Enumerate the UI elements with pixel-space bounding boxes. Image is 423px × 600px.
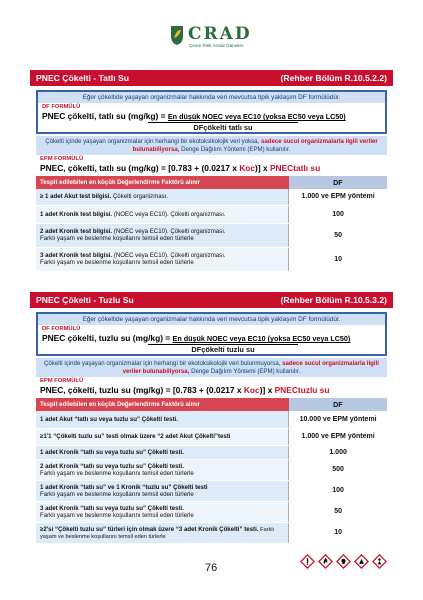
epm-note-highlight: sadece sucul organizmalarla ilgili veriler bulunabiliyorsa, bbox=[132, 138, 378, 153]
row-df-value: 10 bbox=[289, 247, 387, 271]
epm-note-part2: Denge Dağılım Yöntemi (EPM) kullanılır. bbox=[181, 145, 291, 153]
crad-logo bbox=[170, 24, 260, 54]
row-df-value: 50 bbox=[289, 501, 387, 522]
logo-name: CRAD bbox=[188, 24, 252, 44]
table-header-df: DF bbox=[289, 176, 387, 189]
epm-note-part2: Denge Dağılım Yöntemi (EPM) kullanılır. bbox=[191, 367, 301, 375]
row-text-bold: 3 adet Kronik test bilgisi. bbox=[40, 252, 113, 260]
epm-note-highlight: sadece sucul organizmalarla ilgili veriler bulunabiliyorsa, bbox=[122, 360, 379, 375]
epm-formula-box bbox=[36, 377, 387, 396]
df-formula-denominator: DFçökelti tuzlu su bbox=[148, 344, 298, 354]
epm-formula-pnec: PNECtatlı su bbox=[269, 163, 321, 174]
row-text-bold: 1 adet Kronik test bilgisi. bbox=[40, 210, 113, 218]
table-row bbox=[36, 247, 387, 271]
row-text-bold: 1 adet Akut “tatlı su veya tuzlu su” Çökelti testi. bbox=[40, 415, 178, 423]
section-header-saltwater bbox=[30, 292, 393, 308]
epm-formula-koc: Koc bbox=[243, 385, 260, 396]
row-df-value: 1.000 ve EPM yöntemi bbox=[289, 428, 387, 445]
section-panel-freshwater bbox=[30, 88, 393, 272]
table-row bbox=[36, 522, 387, 543]
row-text-line2: Farklı yaşam ve beslenme koşullarını temsil eden türlerle bbox=[40, 469, 194, 477]
df-formula-numerator: En düşük NOEC veya EC10 (yoksa EC50 veya LC50) bbox=[172, 334, 351, 343]
row-text-bold: 2 adet Kronik test bilgisi. bbox=[40, 228, 113, 236]
table-row bbox=[36, 189, 387, 205]
epm-formula-left: PNEC, çökelti, tatlı su (mg/kg) = [0.783 + (0.0217 x bbox=[40, 163, 237, 174]
epm-formula-pnec: PNECtuzlu su bbox=[274, 385, 330, 396]
table-header-label: Tespit edilebilen en küçük Değerlendirme Faktörü alınır bbox=[36, 176, 289, 189]
epm-formula-left: PNEC, çökelti, tuzlu su (mg/kg) = [0.783 + (0.0217 x bbox=[40, 385, 242, 396]
section-panel-saltwater bbox=[30, 310, 393, 544]
epm-formula-label: EPM FORMÜLÜ bbox=[40, 156, 84, 163]
row-text-line2: Farklı yaşam ve beslenme koşullarını temsil eden türlerle bbox=[40, 259, 194, 267]
df-formula-box bbox=[36, 312, 387, 356]
row-text: (NOEC veya EC10). Çökelti organizması. bbox=[113, 210, 226, 218]
table-header-df: DF bbox=[289, 398, 387, 411]
epm-note bbox=[36, 358, 387, 377]
row-text-bold: 2 adet Kronik “tatlı su veya tuzlu su” Çökelti testi. bbox=[40, 462, 184, 470]
ghs-exclamation-icon bbox=[300, 554, 315, 569]
df-formula-left: PNEC çökelti, tuzlu su (mg/kg) = bbox=[42, 333, 171, 343]
df-formula-numerator: En düşük NOEC veya EC10 (yoksa EC50 veya LC50) bbox=[167, 112, 346, 121]
row-text-line2: Farklı yaşam ve beslenme koşullarını temsil eden türlerle bbox=[40, 511, 194, 519]
section-title: PNEC Çökelti - Tuzlu Su bbox=[36, 295, 134, 305]
epm-note-part1: Çökelti içinde yaşayan organizmalar için herhangi bir ekotoksikolojik veri bulunmuyorsa, bbox=[44, 360, 281, 367]
table-row bbox=[36, 411, 387, 428]
page-number: 76 bbox=[205, 562, 218, 574]
ghs-skull-icon bbox=[336, 554, 351, 569]
row-df-value: 10.000 ve EPM yöntemi bbox=[289, 411, 387, 428]
df-formula-left: PNEC çökelti, tatlı su (mg/kg) = bbox=[42, 111, 166, 121]
df-formula-label: DF FORMÜLÜ bbox=[42, 104, 81, 110]
epm-formula-label: EPM FORMÜLÜ bbox=[40, 378, 84, 385]
ghs-environment-icon bbox=[354, 554, 369, 569]
intro-text: Eğer çökeltide yaşayan organizmalar hakkında veri mevcutsa tipik yaklaşım DF formülüdür. bbox=[38, 92, 385, 103]
row-text-line2: Farklı yaşam ve beslenme koşullarını temsil eden türlerle bbox=[40, 490, 194, 498]
table-row bbox=[36, 223, 387, 247]
table-row bbox=[36, 445, 387, 459]
row-df-value: 500 bbox=[289, 459, 387, 480]
df-table-saltwater bbox=[36, 398, 387, 544]
df-formula-label: DF FORMÜLÜ bbox=[42, 326, 81, 332]
epm-formula bbox=[36, 162, 387, 174]
ghs-flame-icon bbox=[318, 554, 333, 569]
section-title: PNEC Çökelti - Tatlı Su bbox=[36, 73, 129, 83]
row-text-line2: Farklı yaşam ve beslenme koşullarını temsil eden türlerle bbox=[40, 235, 194, 243]
row-text: Çökelti organizması. bbox=[112, 193, 169, 201]
logo-tagline: Çevre Risk Analiz Danelen bbox=[189, 43, 244, 48]
epm-formula bbox=[36, 384, 387, 396]
table-row bbox=[36, 459, 387, 480]
df-formula-box bbox=[36, 90, 387, 134]
intro-text: Eğer çökeltide yaşayan organizmalar hakkında veri mevcutsa tipik yaklaşım DF formülüdür. bbox=[38, 314, 385, 325]
table-row bbox=[36, 501, 387, 522]
shield-leaf-icon bbox=[170, 24, 184, 46]
epm-formula-box bbox=[36, 155, 387, 174]
row-text-bold: 1 adet Kronik “tatlı su” ve 1 Kronik “tuzlu su” Çökelti testi bbox=[40, 483, 208, 491]
row-df-value: 1.000 ve EPM yöntemi bbox=[289, 189, 387, 205]
row-text: Farklı yaşam ve beslenme koşullarını temsil eden türlerle bbox=[40, 526, 275, 540]
row-df-value: 50 bbox=[289, 223, 387, 247]
row-text-bold: ≥ 1 adet Akut test bilgisi. bbox=[40, 193, 112, 201]
row-df-value: 10 bbox=[289, 522, 387, 543]
table-row bbox=[36, 205, 387, 223]
df-formula bbox=[38, 110, 385, 122]
section-reference: (Rehber Bölüm R.10.5.3.2) bbox=[280, 295, 387, 305]
table-header-label: Tespit edilebilen en küçük Değerlendirme Faktörü alınır bbox=[36, 398, 289, 411]
epm-note bbox=[36, 136, 387, 155]
table-row bbox=[36, 480, 387, 501]
df-table-freshwater bbox=[36, 176, 387, 272]
row-text: (NOEC veya EC10). Çökelti organizması. bbox=[113, 228, 226, 236]
epm-formula-right: )] x bbox=[255, 163, 268, 174]
ghs-health-hazard-icon bbox=[372, 554, 387, 569]
row-text: (NOEC veya EC10). Çökelti organizması. bbox=[113, 252, 226, 260]
row-text-bold: ≥1'1 “Çökelti tuzlu su” testi olmak üzere “2 adet Akut Çökelti”testi bbox=[40, 433, 231, 441]
section-reference: (Rehber Bölüm R.10.5.2.2) bbox=[280, 73, 387, 83]
epm-formula-right: )] x bbox=[259, 385, 273, 396]
row-df-value: 100 bbox=[289, 205, 387, 223]
epm-formula-koc: Koc bbox=[239, 163, 256, 174]
section-header-freshwater bbox=[30, 70, 393, 86]
df-formula-denominator: DFçökelti tatlı su bbox=[148, 122, 298, 132]
row-text-bold: 1 adet Kronik “tatlı su veya tuzlu su” Çökelti testi. bbox=[40, 448, 184, 456]
row-df-value: 1.000 bbox=[289, 445, 387, 459]
row-text-bold: 3 adet Kronik “tatlı su veya tuzlu su” Çökelti testi. bbox=[40, 504, 184, 512]
table-row bbox=[36, 428, 387, 445]
df-formula bbox=[38, 332, 385, 344]
row-df-value: 100 bbox=[289, 480, 387, 501]
row-text-bold: ≥2'si “Çökelti tuzlu su” türleri için olmak üzere “3 adet Kronik Çökelti” testi. bbox=[40, 525, 259, 533]
epm-note-part1: Çökelti içinde yaşayan organizmalar için herhangi bir ekotoksikolojik veri yoksa, bbox=[45, 138, 260, 145]
